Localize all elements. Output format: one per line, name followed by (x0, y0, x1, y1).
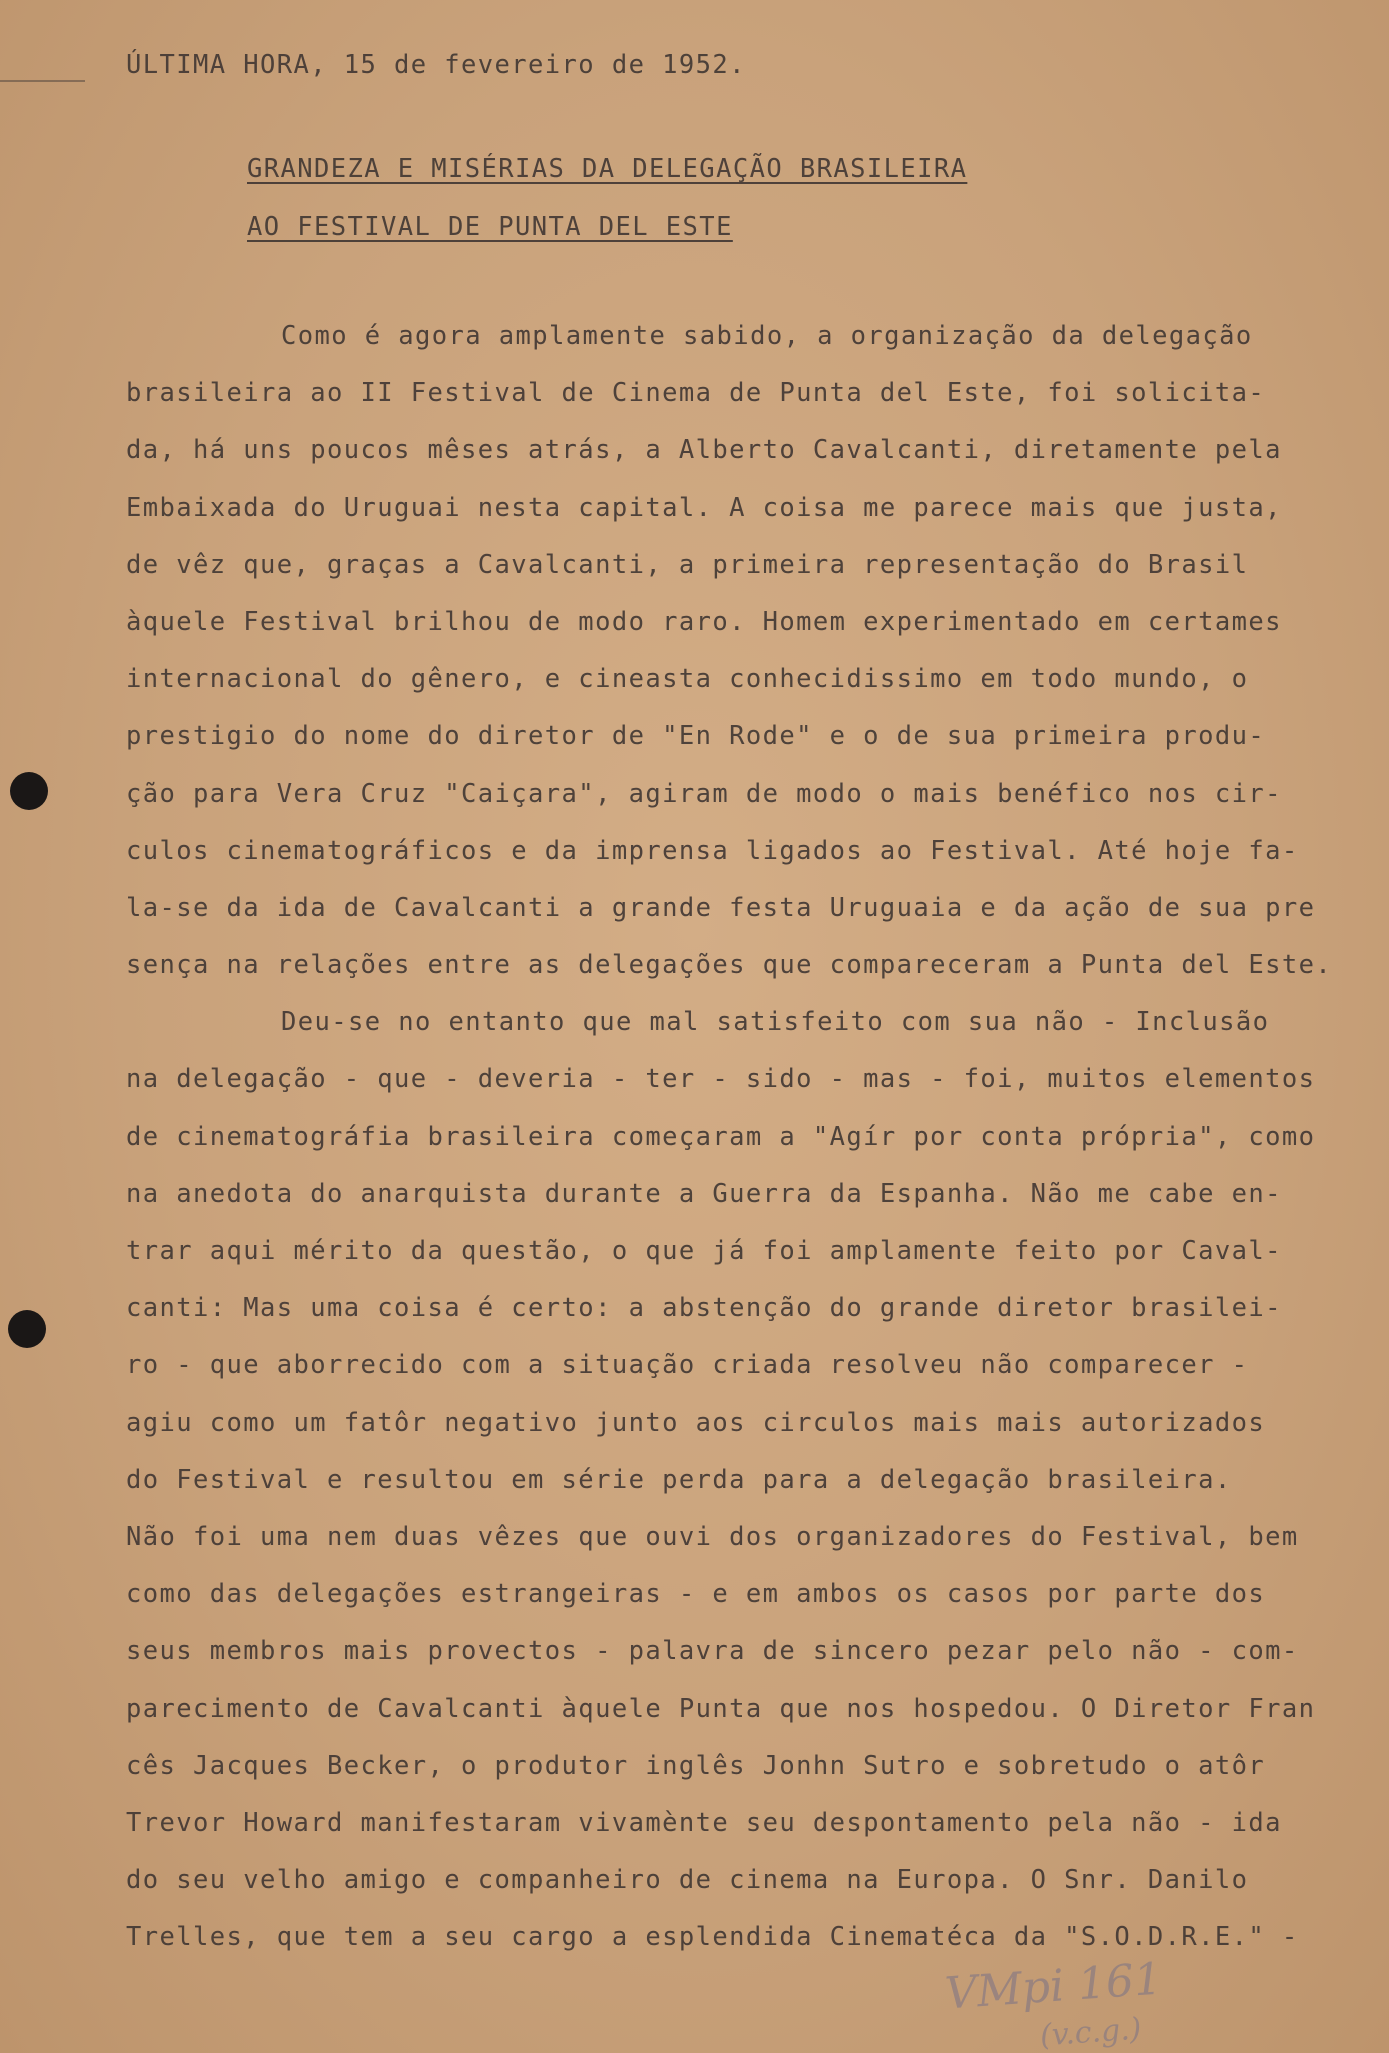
punch-hole (8, 1310, 46, 1348)
handwritten-annotation: VMpi 161 (943, 1953, 1164, 2020)
text-line: àquele Festival brilhou de modo raro. Homem experimentado em certames (126, 606, 1282, 637)
text-line: la-se da ida de Cavalcanti a grande festa Uruguaia e da ação de sua pre (126, 892, 1316, 923)
dateline-header: ÚLTIMA HORA, 15 de fevereiro de 1952. (126, 50, 746, 80)
margin-mark (0, 80, 85, 82)
text-line: cês Jacques Becker, o produtor inglês Jonhn Sutro e sobretudo o atôr (126, 1750, 1266, 1781)
text-line: Não foi uma nem duas vêzes que ouvi dos organizadores do Festival, bem (126, 1521, 1299, 1552)
text-line: do seu velho amigo e companheiro de cinema na Europa. O Snr. Danilo (126, 1865, 1249, 1896)
text-line: culos cinematográficos e da imprensa ligados ao Festival. Até hoje fa- (126, 835, 1299, 866)
text-line: trar aqui mérito da questão, o que já foi amplamente feito por Caval- (126, 1236, 1282, 1266)
text-line: prestigio do nome do diretor de "En Rode" e o de sua primeira produ- (126, 721, 1266, 752)
text-line: ro - que aborrecido com a situação criada resolveu não comparecer - (126, 1350, 1249, 1381)
text-line: Deu-se no entanto que mal satisfeito com sua não - Inclusão (281, 1007, 1270, 1038)
text-line: ção para Vera Cruz "Caiçara", agiram de modo o mais benéfico nos cir- (126, 778, 1282, 809)
text-line: como das delegações estrangeiras - e em ambos os casos por parte dos (126, 1579, 1266, 1610)
handwritten-annotation-sub: (v.c.g.) (1038, 2011, 1143, 2053)
text-line: Como é agora amplamente sabido, a organização da delegação (281, 321, 1253, 351)
text-line: sença na relações entre as delegações que compareceram a Punta del Este. (126, 950, 1333, 981)
text-line: canti: Mas uma coisa é certo: a abstenção do grande diretor brasilei- (126, 1293, 1282, 1324)
text-line: do Festival e resultou em série perda para a delegação brasileira. (126, 1464, 1232, 1495)
body-text (126, 308, 1356, 1966)
text-line: Trevor Howard manifestaram vivamènte seu despontamento pela não - ida (126, 1807, 1282, 1838)
text-line: da, há uns poucos mêses atrás, a Alberto Cavalcanti, diretamente pela (126, 435, 1282, 466)
punch-hole (10, 772, 48, 810)
text-line: brasileira ao II Festival de Cinema de Punta del Este, foi solicita- (126, 378, 1266, 409)
text-line: de vêz que, graças a Cavalcanti, a primeira representação do Brasil (126, 549, 1249, 580)
text-line: de cinematográfia brasileira começaram a "Agír por conta própria", como (126, 1121, 1316, 1152)
text-line: parecimento de Cavalcanti àquele Punta que nos hospedou. O Diretor Fran (126, 1693, 1316, 1724)
text-line: na delegação - que - deveria - ter - sido - mas - foi, muitos elementos (126, 1064, 1316, 1095)
text-line: seus membros mais provectos - palavra de sincero pezar pelo não - com- (126, 1636, 1299, 1667)
text-line: internacional do gênero, e cineasta conhecidissimo em todo mundo, o (126, 664, 1249, 695)
text-line: Trelles, que tem a seu cargo a esplendida Cinematéca da "S.O.D.R.E." - (126, 1922, 1299, 1953)
text-line: Embaixada do Uruguai nesta capital. A coisa me parece mais que justa, (126, 492, 1282, 523)
text-line: na anedota do anarquista durante a Guerra da Espanha. Não me cabe en- (126, 1178, 1282, 1209)
title-line-1: GRANDEZA E MISÉRIAS DA DELEGAÇÃO BRASILEIRA (247, 154, 968, 184)
text-line: agiu como um fatôr negativo junto aos circulos mais mais autorizados (126, 1407, 1266, 1438)
title-line-2: AO FESTIVAL DE PUNTA DEL ESTE (247, 212, 733, 242)
